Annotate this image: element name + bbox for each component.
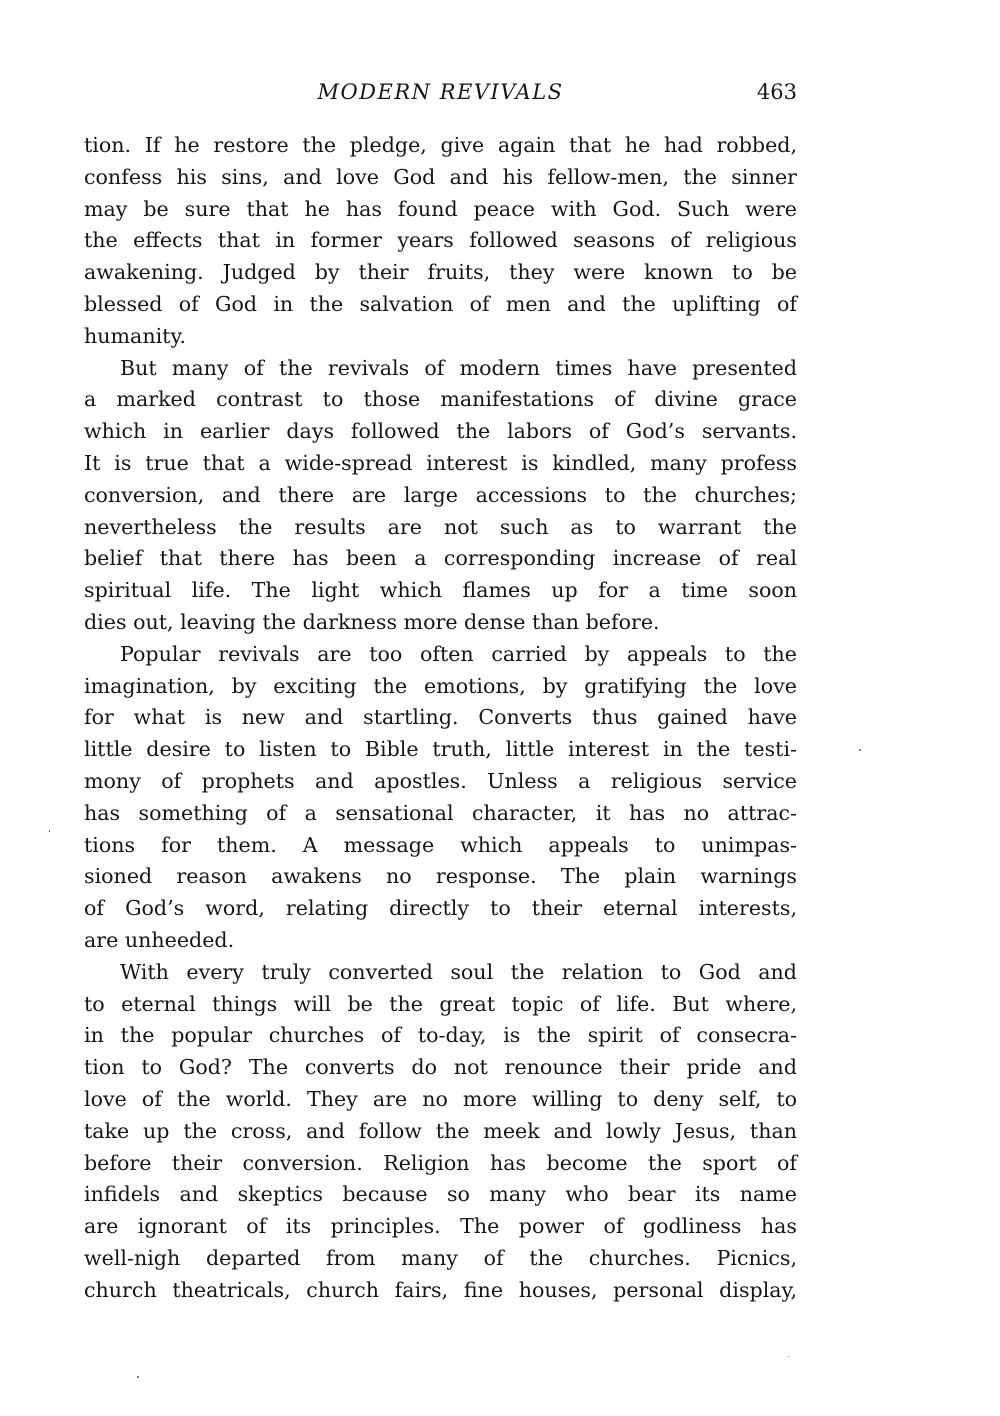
text-line: before their conversion. Religion has become the sport of <box>84 1150 797 1175</box>
text-line: nevertheless the results are not such as to warrant the <box>84 514 797 539</box>
body-text <box>84 130 797 1306</box>
text-line: confess his sins, and love God and his fellow-men, the sinner <box>84 164 797 189</box>
running-title: MODERN REVIVALS <box>317 80 564 104</box>
scan-speck <box>859 749 861 751</box>
scan-speck <box>788 1356 789 1357</box>
text-line: mony of prophets and apostles. Unless a religious service <box>84 768 797 793</box>
text-line: infidels and skeptics because so many who bear its name <box>84 1182 797 1207</box>
text-line: little desire to listen to Bible truth, little interest in the testi- <box>84 737 797 762</box>
page-number: 463 <box>756 80 797 104</box>
text-line: imagination, by exciting the emotions, by gratifying the love <box>84 673 797 698</box>
text-line: spiritual life. The light which flames up for a time soon <box>84 578 797 603</box>
paragraph <box>84 957 797 1307</box>
text-line: in the popular churches of to-day, is the spirit of consecra- <box>84 1023 797 1048</box>
text-line: love of the world. They are no more willing to deny self, to <box>84 1086 797 1111</box>
running-head <box>84 78 797 108</box>
text-line: the effects that in former years followed seasons of religious <box>84 228 797 253</box>
text-line: may be sure that he has found peace with God. Such were <box>84 196 797 221</box>
text-line: belief that there has been a corresponding increase of real <box>84 546 797 571</box>
text-line: for what is new and startling. Converts thus gained have <box>84 705 797 730</box>
scan-speck <box>137 1376 139 1378</box>
text-line: awakening. Judged by their fruits, they were known to be <box>84 260 797 285</box>
text-line: take up the cross, and follow the meek and lowly Jesus, than <box>84 1118 797 1143</box>
text-line: But many of the revivals of modern times have presented <box>120 355 797 380</box>
text-line: which in earlier days followed the labors of God’s servants. <box>84 419 797 444</box>
text-line: tions for them. A message which appeals to unimpas- <box>84 832 797 857</box>
text-line: tion to God? The converts do not renounce their pride and <box>84 1055 797 1080</box>
paragraph <box>84 353 797 639</box>
text-line: of God’s word, relating directly to their eternal interests, <box>84 896 797 921</box>
text-line: has something of a sensational character, it has no attrac- <box>84 800 797 825</box>
text-line: blessed of God in the salvation of men and the uplifting of <box>84 291 797 316</box>
text-line: humanity. <box>84 323 186 348</box>
text-line: are unheeded. <box>84 927 235 952</box>
text-line: tion. If he restore the pledge, give again that he had robbed, <box>84 133 797 157</box>
text-line: church theatricals, church fairs, fine houses, personal display, <box>84 1277 797 1302</box>
text-line: dies out, leaving the darkness more dense than before. <box>84 609 660 634</box>
text-line: well-nigh departed from many of the churches. Picnics, <box>84 1245 797 1270</box>
text-line: a marked contrast to those manifestations of divine grace <box>84 387 797 412</box>
paragraph <box>84 639 797 957</box>
text-line: Popular revivals are too often carried by appeals to the <box>120 641 797 666</box>
text-line: conversion, and there are large accessions to the churches; <box>84 482 797 507</box>
scan-speck <box>49 830 50 832</box>
text-line: It is true that a wide-spread interest is kindled, many profess <box>84 450 797 475</box>
text-line: sioned reason awakens no response. The plain warnings <box>84 864 797 889</box>
text-line: to eternal things will be the great topic of life. But where, <box>84 991 797 1016</box>
text-line: are ignorant of its principles. The power of godliness has <box>84 1214 797 1239</box>
text-line: With every truly converted soul the relation to God and <box>120 959 797 984</box>
paragraph <box>84 130 797 353</box>
